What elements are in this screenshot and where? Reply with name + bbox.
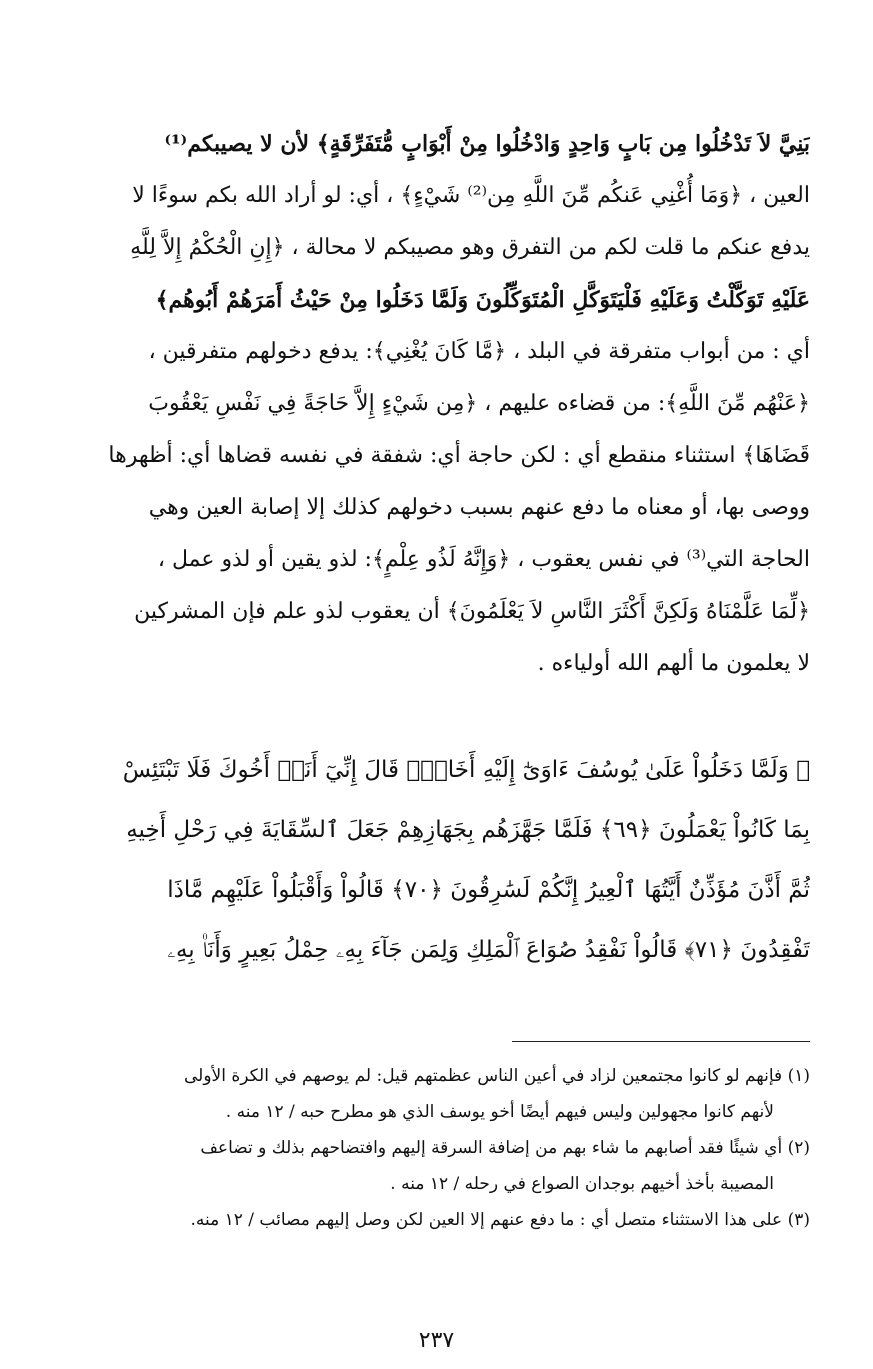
quran-verses-block [72,740,810,980]
commentary-line: قَضَاهَا﴾ استثناء منقطع أي : لكن حاجة أي: شفقة في نفسه قضاها أي: أظهرها [108,443,810,468]
commentary-line: ﴿لِّمَا عَلَّمْنَاهُ وَلَكِنَّ أَكْثَرَ النَّاسِ لاَ يَعْلَمُونَ﴾ أن يعقوب لذو علم فإن المشركين [134,599,810,624]
commentary-line: أي : من أبواب متفرقة في البلد ، ﴿مَّا كَانَ يُغْنِي﴾: يدفع دخولهم متفرقين ، [148,339,810,364]
page-number: ٢٣٧ [418,1328,455,1353]
commentary-line: الحاجة التي⁽³⁾ في نفس يعقوب ، ﴿وَإِنَّهُ لَذُو عِلْمٍ﴾: لذو يقين أو لذو عمل ، [157,547,810,572]
footnote-separator [512,1041,810,1042]
footnotes-block [72,1058,810,1238]
footnote-line: (٢) أي شيئًا فقد أصابهم ما شاء بهم من إضافة السرقة إليهم وافتضاحهم بذلك و تضاعف [200,1138,810,1158]
footnote-line: (٣) على هذا الاستثناء متصل أي : ما دفع عنهم إلا العين لكن وصل إليهم مصائب / ١٢ منه. [190,1210,810,1230]
commentary-line: العين ، ﴿وَمَا أُغْنِي عَنكُم مِّنَ اللَّهِ مِن⁽²⁾ شَيْءٍ﴾ ، أي: لو أراد الله بكم سوءًا لا [132,183,810,208]
commentary-line: لا يعلمون ما ألهم الله أولياءه . [537,651,810,676]
commentary-line: يدفع عنكم ما قلت لكم من التفرق وهو مصيبكم لا محالة ، ﴿إِنِ الْحُكْمُ إِلاَّ لِلَّهِ [130,235,810,260]
verse-line: بِمَا كَانُواْ يَعْمَلُونَ ﴿٦٩﴾ فَلَمَّا جَهَّزَهُم بِجَهَازِهِمْ جَعَلَ ٱلسِّقَايَةَ فِي رَحْلِ أَخِيهِ [126,817,810,843]
verse-line: تَفْقِدُونَ ﴿٧١﴾ قَالُواْ نَفْقِدُ صُوَاعَ ٱلْمَلِكِ وَلِمَن جَآءَ بِهِۦ حِمْلُ بَعِيرٍ وَأَنَا۠ بِهِۦ [167,937,810,963]
footnote-line: المصيبة بأخذ أخيهم بوجدان الصواع في رحله / ١٢ منه . [390,1174,774,1194]
commentary-line: بَنِيَّ لاَ تَدْخُلُوا مِن بَابٍ وَاحِدٍ وَادْخُلُوا مِنْ أَبْوَابٍ مُّتَفَرِّقَةٍ﴾ لأن لا يصيبكم⁽¹⁾ [164,131,810,157]
verse-line: ﴿ وَلَمَّا دَخَلُواْ عَلَىٰ يُوسُفَ ءَاوَىٰٓ إِلَيْهِ أَخَاهُۖ قَالَ إِنِّيٓ أَنَا۠ أَخُوكَ فَلَا تَبْتَئِسْ [122,757,810,783]
commentary-block [72,118,810,690]
footnote-line: (١) فإنهم لو كانوا مجتمعين لزاد في أعين الناس عظمتهم قيل: لم يوصهم في الكرة الأولى [184,1066,810,1086]
verse-line: ثُمَّ أَذَّنَ مُؤَذِّنٌ أَيَّتُهَا ٱلْعِيرُ إِنَّكُمْ لَسَٰرِقُونَ ﴿٧٠﴾ قَالُواْ وَأَقْبَلُواْ عَلَيْهِم مَّاذَا [167,877,810,903]
footnote-line: لأنهم كانوا مجهولين وليس فيهم أيضًا أخو يوسف الذي هو مطرح حبه / ١٢ منه . [225,1102,774,1122]
commentary-line: ووصى بها، أو معناه ما دفع عنهم بسبب دخولهم كذلك إلا إصابة العين وهي [148,495,810,520]
commentary-line: عَلَيْهِ تَوَكَّلْتُ وَعَلَيْهِ فَلْيَتَوَكَّلِ الْمُتَوَكِّلُونَ وَلَمَّا دَخَلُوا مِنْ حَيْثُ أَمَرَهُمْ أَبُوهُم﴾ [155,287,810,313]
commentary-line: ﴿عَنْهُم مِّنَ اللَّهِ﴾: من قضاءه عليهم ، ﴿مِن شَيْءٍ إِلاَّ حَاجَةً فِي نَفْسِ يَعْقُوبَ [148,391,810,416]
